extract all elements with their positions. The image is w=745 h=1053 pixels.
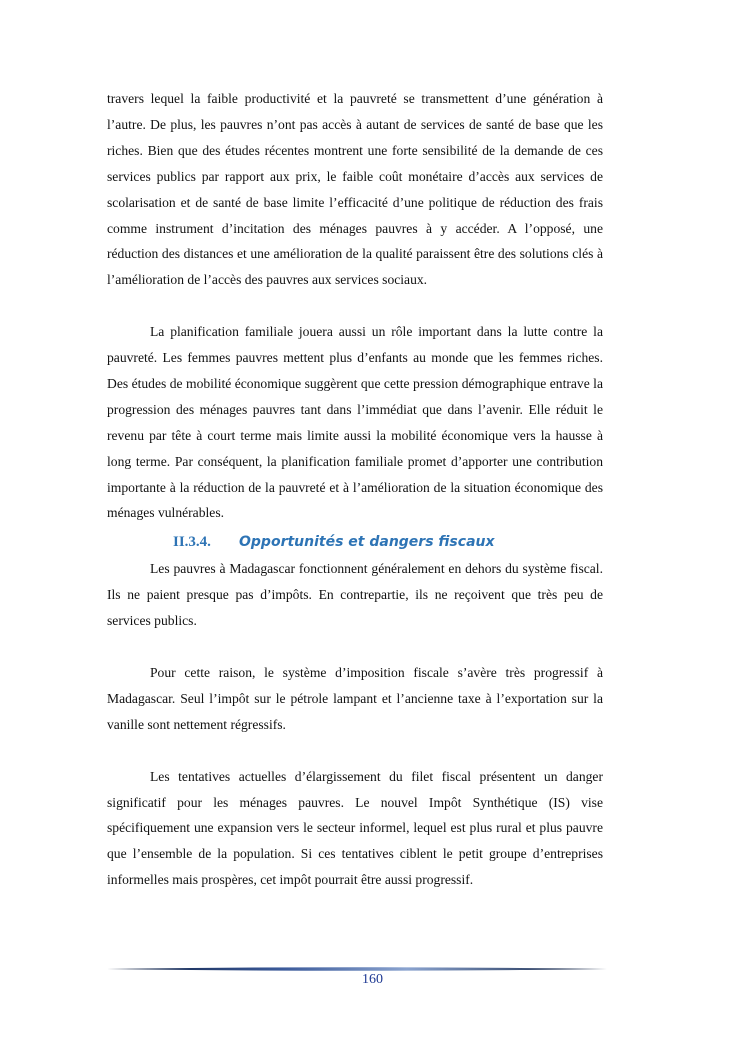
section-number: II.3.4. xyxy=(173,534,211,551)
paragraph-continuation: travers lequel la faible productivité et la pauvreté se transmettent d’une génération à l’autre. De plus, les pauvres n’ont pas accès à autant de services de santé de base que les riches. Bien que des études récentes montrent une forte sensibilité de la demande de ces services publics par rapport aux prix, le faible coût monétaire d’accès aux services de scolarisation et de santé de base limite l’efficacité d’une politique de réduction des frais comme instrument d’incitation des ménages pauvres à y accéder. A l’opposé, une réduction des distances et une amélioration de la qualité paraissent être des solutions clés à l’amélioration de l’accès des pauvres aux services sociaux. xyxy=(107,91,603,288)
section-title: Opportunités et dangers fiscaux xyxy=(239,534,495,551)
paragraph-tax-danger: Les tentatives actuelles d’élargissement du filet fiscal présentent un danger significatif pour les ménages pauvres. Le nouvel Impôt Synthétique (IS) vise spécifiquement une expansion vers le secteur informel, lequel est plus rural et plus pauvre que l’ensemble de la population. Si ces tentatives ciblent le petit groupe d’entreprises informelles mais prospères, cet impôt pourrait être aussi progressif. xyxy=(107,768,603,888)
paragraph-family-planning: La planification familiale jouera aussi un rôle important dans la lutte contre la pauvreté. Les femmes pauvres mettent plus d’enfants au monde que les femmes riches. Des études de mobilité économique suggèrent que cette pression démographique entrave la progression des ménages pauvres tant dans l’immédiat que dans l’avenir. Elle réduit le revenu par tête à court terme mais limite aussi la mobilité économique vers la hausse à long terme. Par conséquent, la planification familiale promet d’apporter une contribution importante à la réduction de la pauvreté et à l’amélioration de la situation économique des ménages vulnérables. xyxy=(107,324,603,521)
paragraph-progressive-tax: Pour cette raison, le système d’imposition fiscale s’avère très progressif à Madagascar. Seul l’impôt sur le pétrole lampant et l’ancienne taxe à l’exportation sur la vanille sont nettement régressifs. xyxy=(107,665,603,732)
paragraph-fiscal-system: Les pauvres à Madagascar fonctionnent généralement en dehors du système fiscal. Ils ne paient presque pas d’impôts. En contrepartie, ils ne reçoivent que très peu de services publics. xyxy=(107,561,603,629)
page-number: 160 xyxy=(362,972,383,987)
section-heading xyxy=(107,529,603,555)
body-text xyxy=(107,86,603,893)
